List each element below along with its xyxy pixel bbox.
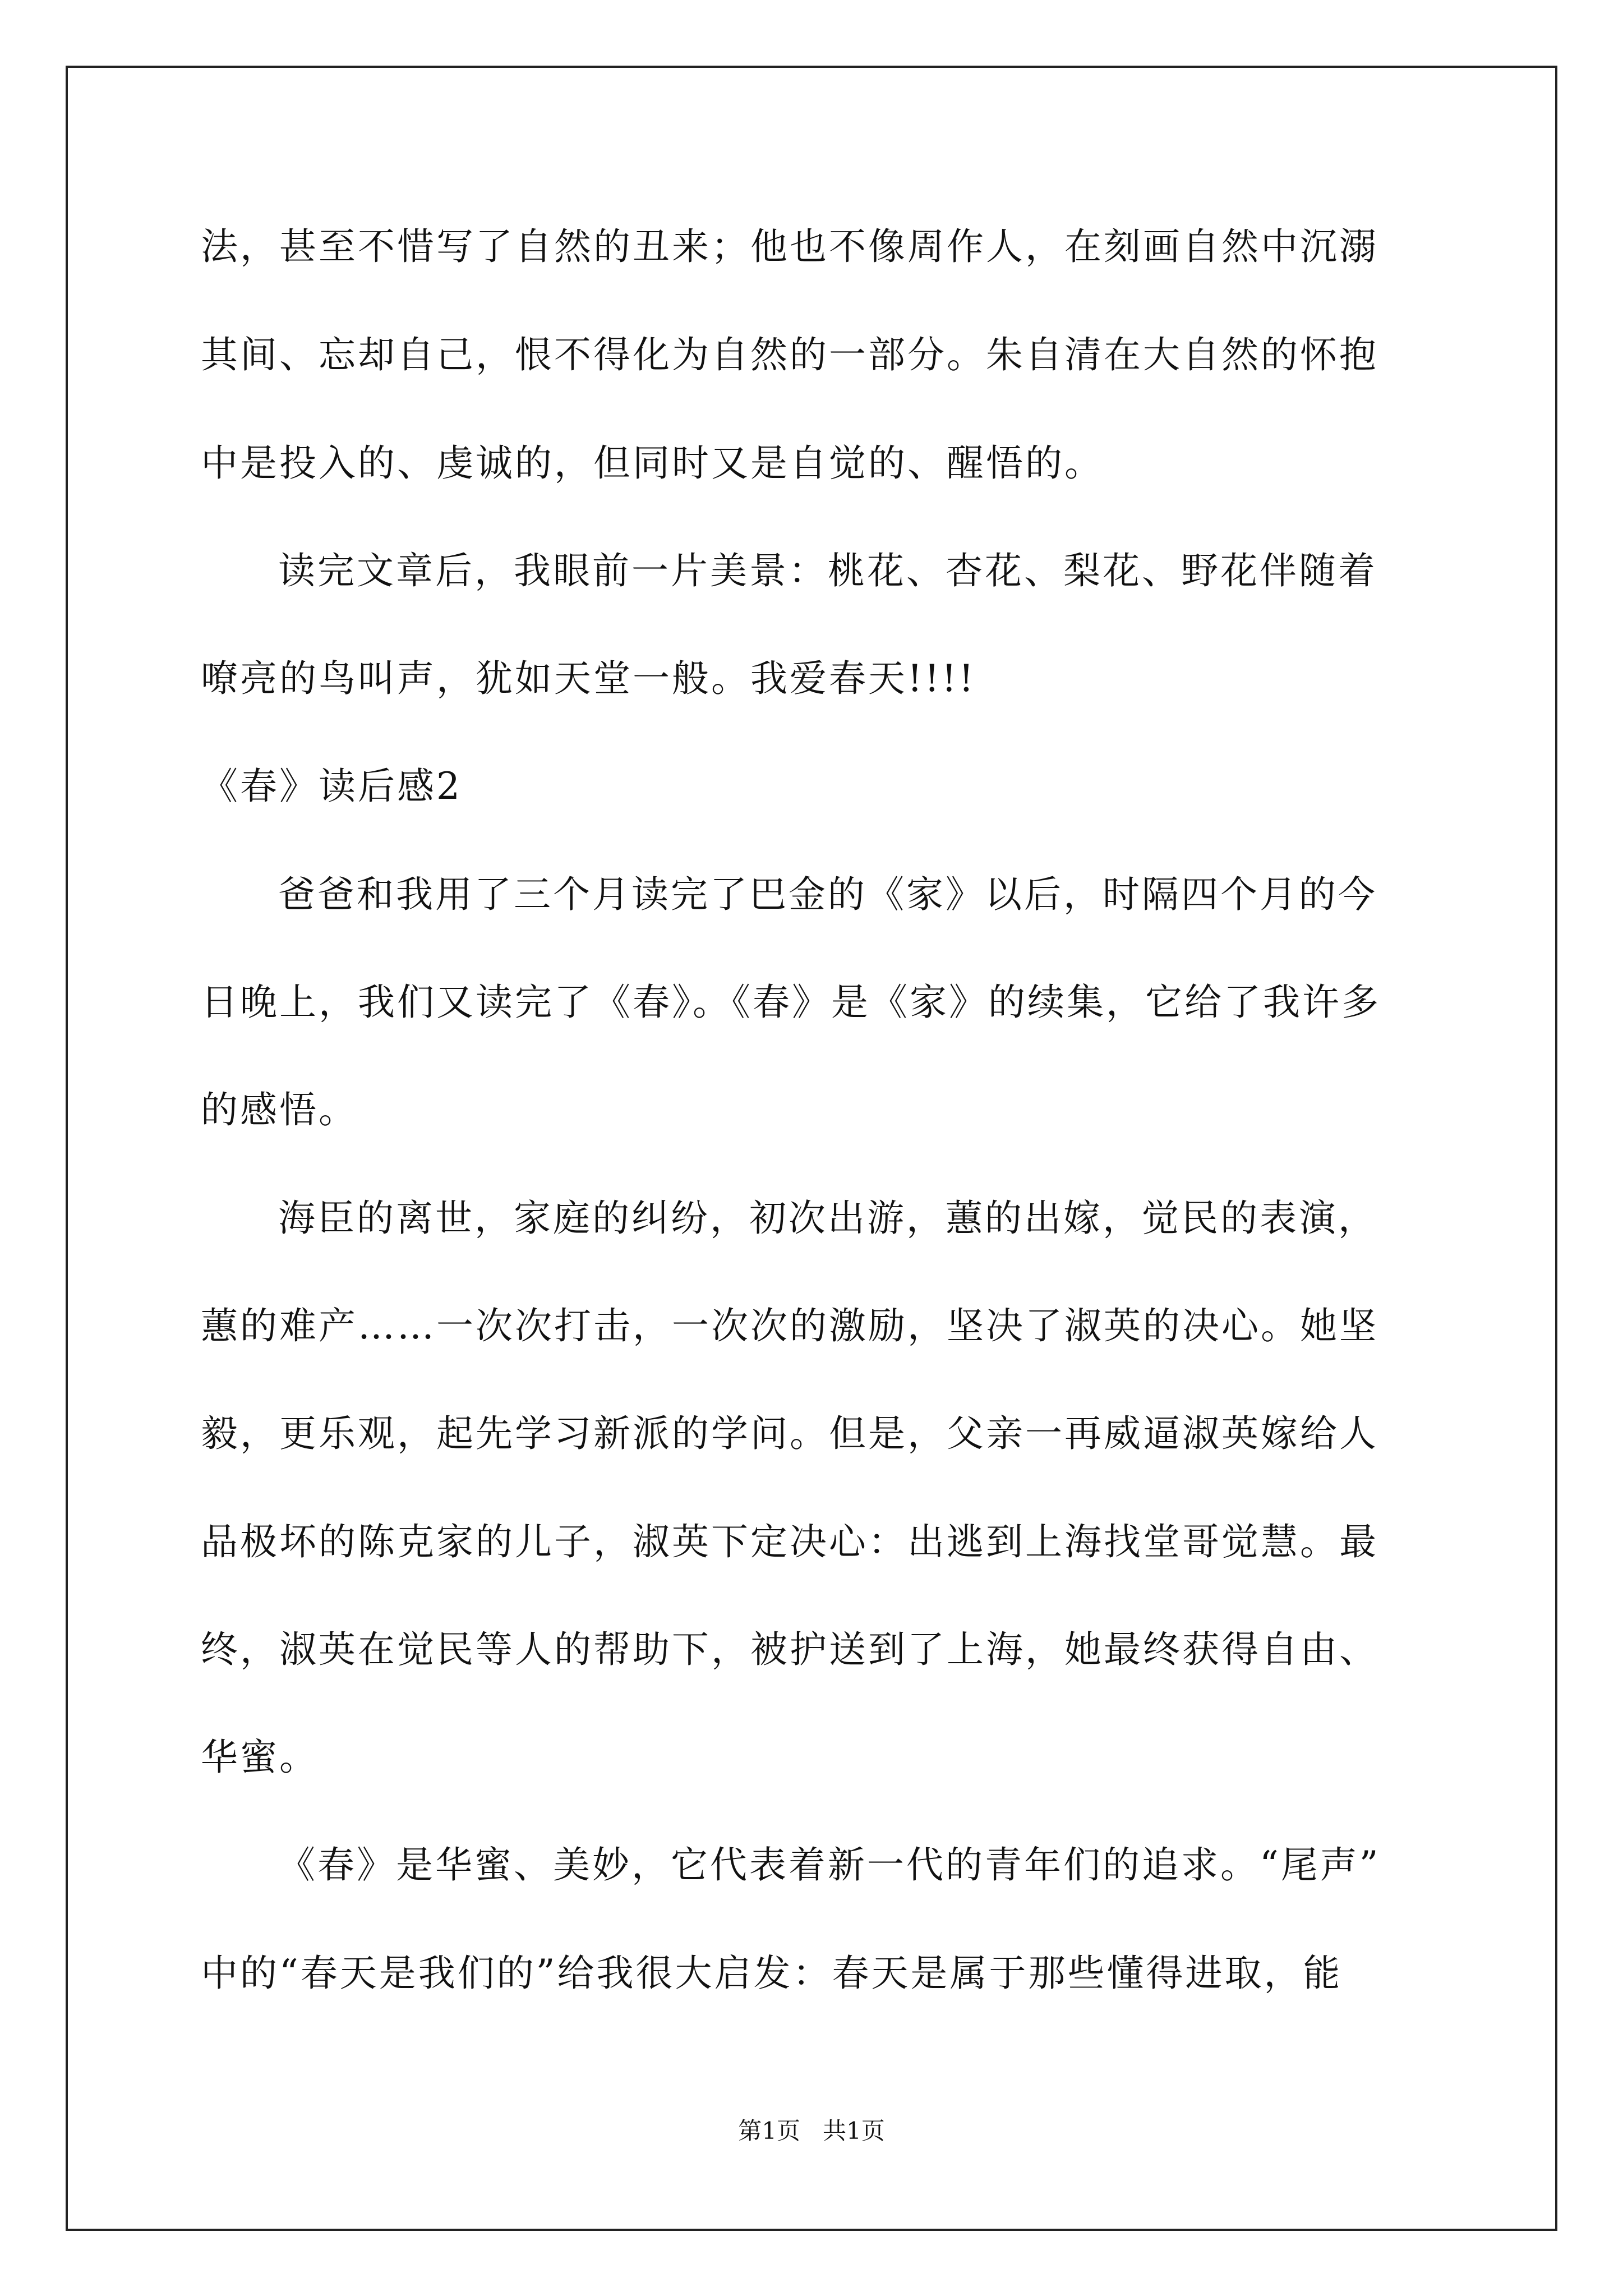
- paragraph-first-line: 读完文章后，我眼前一片美景：桃花、杏花、梨花、野花伴随着: [278, 549, 1377, 592]
- body-line: 中是投入的、虔诚的，但同时又是自觉的、醒悟的。: [201, 441, 1104, 485]
- page-border: [66, 66, 1557, 2231]
- body-line: 日晚上，我们又读完了《春》。《春》是《家》的续集，它给了我许多: [201, 981, 1381, 1024]
- body-line: 品极坏的陈克家的儿子，淑英下定决心：出逃到上海找堂哥觉慧。最: [201, 1520, 1378, 1563]
- paragraph-first-line: 海臣的离世，家庭的纠纷，初次出游，蕙的出嫁，觉民的表演，: [278, 1197, 1377, 1240]
- body-line: 蕙的难产……一次次打击，一次次的激励，坚决了淑英的决心。她坚: [201, 1304, 1378, 1347]
- body-line: 嘹亮的鸟叫声，犹如天堂一般。我爱春天!!!!: [201, 657, 976, 700]
- section-heading: 《春》读后感2: [201, 765, 462, 808]
- body-line: 法，甚至不惜写了自然的丑来；他也不像周作人，在刻画自然中沉溺: [201, 225, 1378, 268]
- body-line: 中的“春天是我们的”给我很大启发：春天是属于那些懂得进取，能: [201, 1952, 1343, 1995]
- body-line: 毅，更乐观，起先学习新派的学问。但是，父亲一再威逼淑英嫁给人: [201, 1412, 1378, 1455]
- body-line: 华蜜。: [201, 1736, 319, 1779]
- paragraph-first-line: 爸爸和我用了三个月读完了巴金的《家》以后，时隔四个月的今: [278, 873, 1377, 916]
- body-line: 终，淑英在觉民等人的帮助下，被护送到了上海，她最终获得自由、: [201, 1628, 1378, 1671]
- paragraph-first-line: 《春》是华蜜、美妙，它代表着新一代的青年们的追求。“尾声”: [278, 1843, 1381, 1887]
- body-line: 的感悟。: [201, 1088, 358, 1131]
- page-number-footer: 第1页 共1页: [738, 2117, 885, 2145]
- body-line: 其间、忘却自己，恨不得化为自然的一部分。朱自清在大自然的怀抱: [201, 333, 1378, 376]
